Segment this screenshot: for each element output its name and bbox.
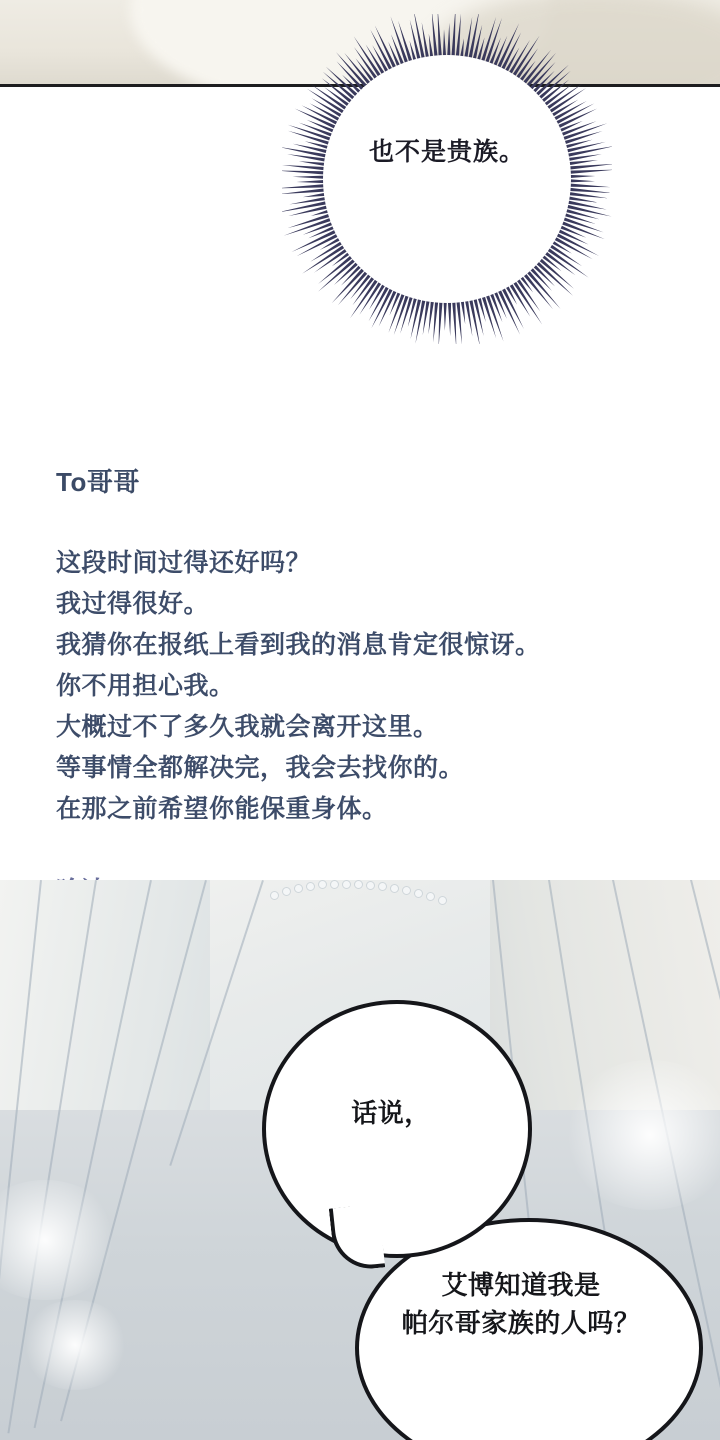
burst-bubble-text: 也不是贵族。 — [368, 138, 525, 166]
letter-line: 在那之前希望你能保重身体。 — [56, 795, 388, 823]
speech-bubble-b-text — [402, 1266, 641, 1342]
speech-line: 帕尔哥家族的人吗？ — [401, 1308, 641, 1338]
speech-line: 艾博知道我是 — [441, 1270, 601, 1300]
light-glow — [20, 1300, 130, 1390]
letter-salutation: To哥哥 — [56, 467, 140, 497]
speech-bubble-a-text: 话说， — [351, 1098, 431, 1128]
letter-line: 我猜你在报纸上看到我的消息肯定很惊讶。 — [56, 631, 541, 659]
letter-block — [56, 462, 676, 948]
letter-line: 这段时间过得还好吗？ — [56, 549, 312, 577]
bead-chain-decor — [270, 880, 460, 902]
burst-speech-bubble — [282, 14, 612, 344]
letter-line: 我过得很好。 — [56, 590, 210, 618]
letter-line: 大概过不了多久我就会离开这里。 — [56, 713, 439, 741]
letter-line: 你不用担心我。 — [56, 672, 235, 700]
letter-line: 等事情全都解决完，我会去找你的。 — [56, 754, 465, 782]
speech-bubble-a — [262, 1000, 532, 1258]
